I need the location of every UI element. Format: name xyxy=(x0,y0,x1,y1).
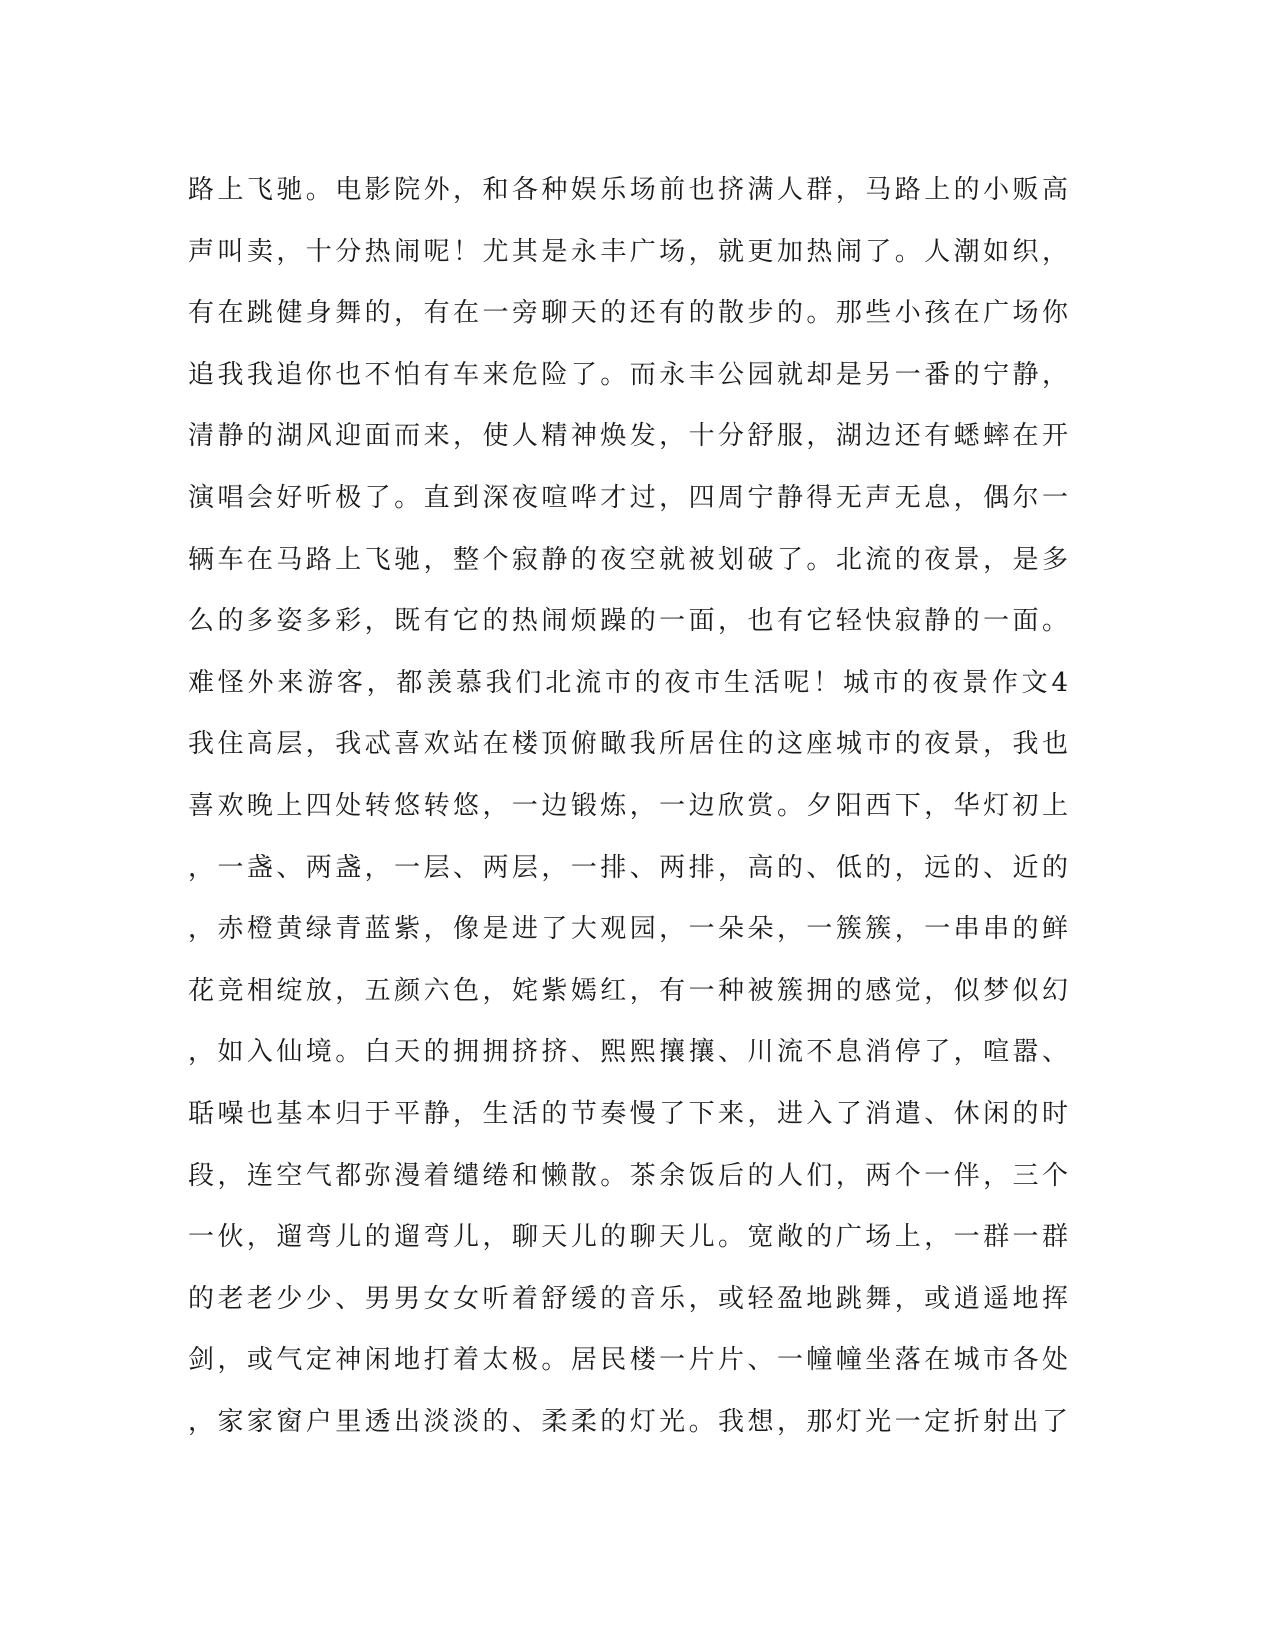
text-line: 剑，或气定神闲地打着太极。居民楼一片片、一幢幢坐落在城市各处 xyxy=(188,1345,1068,1376)
text-line: 喜欢晚上四处转悠转悠，一边锻炼，一边欣赏。夕阳西下，华灯初上 xyxy=(188,790,1068,821)
text-line: ，赤橙黄绿青蓝紫，像是进了大观园，一朵朵，一簇簇，一串串的鲜 xyxy=(188,914,1068,945)
text-line: 路上飞驰。电影院外，和各种娱乐场前也挤满人群，马路上的小贩高 xyxy=(188,175,1068,205)
text-line: ，一盏、两盏，一层、两层，一排、两排，高的、低的，远的、近的 xyxy=(188,852,1068,883)
text-line: 我住高层，我忒喜欢站在楼顶俯瞰我所居住的这座城市的夜景，我也 xyxy=(188,729,1068,760)
text-line: 声叫卖，十分热闹呢！尤其是永丰广场，就更加热闹了。人潮如织， xyxy=(188,236,1068,267)
text-line: 难怪外来游客，都羡慕我们北流市的夜市生活呢！城市的夜景作文4 xyxy=(188,667,1068,698)
text-line: 有在跳健身舞的，有在一旁聊天的还有的散步的。那些小孩在广场你 xyxy=(188,298,1068,329)
text-line: ，家家窗户里透出淡淡的、柔柔的灯光。我想，那灯光一定折射出了 xyxy=(188,1406,1068,1437)
text-line: 追我我追你也不怕有车来危险了。而永丰公园就却是另一番的宁静， xyxy=(188,359,1068,390)
text-line: 聒噪也基本归于平静，生活的节奏慢了下来，进入了消遣、休闲的时 xyxy=(188,1098,1068,1129)
text-line: ，如入仙境。白天的拥拥挤挤、熙熙攘攘、川流不息消停了，喧嚣、 xyxy=(188,1037,1068,1068)
text-line: 清静的湖风迎面而来，使人精神焕发，十分舒服，湖边还有蟋蟀在开 xyxy=(188,421,1068,452)
text-line: 辆车在马路上飞驰，整个寂静的夜空就被划破了。北流的夜景，是多 xyxy=(188,544,1068,575)
body-text xyxy=(188,160,1068,1453)
text-line: 么的多姿多彩，既有它的热闹烦躁的一面，也有它轻快寂静的一面。 xyxy=(188,606,1068,637)
text-line: 一伙，遛弯儿的遛弯儿，聊天儿的聊天儿。宽敞的广场上，一群一群 xyxy=(188,1222,1068,1253)
text-line: 演唱会好听极了。直到深夜喧哗才过，四周宁静得无声无息，偶尔一 xyxy=(188,482,1068,513)
text-line: 的老老少少、男男女女听着舒缓的音乐，或轻盈地跳舞，或逍遥地挥 xyxy=(188,1283,1068,1314)
text-line: 花竞相绽放，五颜六色，姹紫嫣红，有一种被簇拥的感觉，似梦似幻 xyxy=(188,975,1068,1006)
text-line: 段，连空气都弥漫着缱绻和懒散。茶余饭后的人们，两个一伴，三个 xyxy=(188,1160,1068,1191)
